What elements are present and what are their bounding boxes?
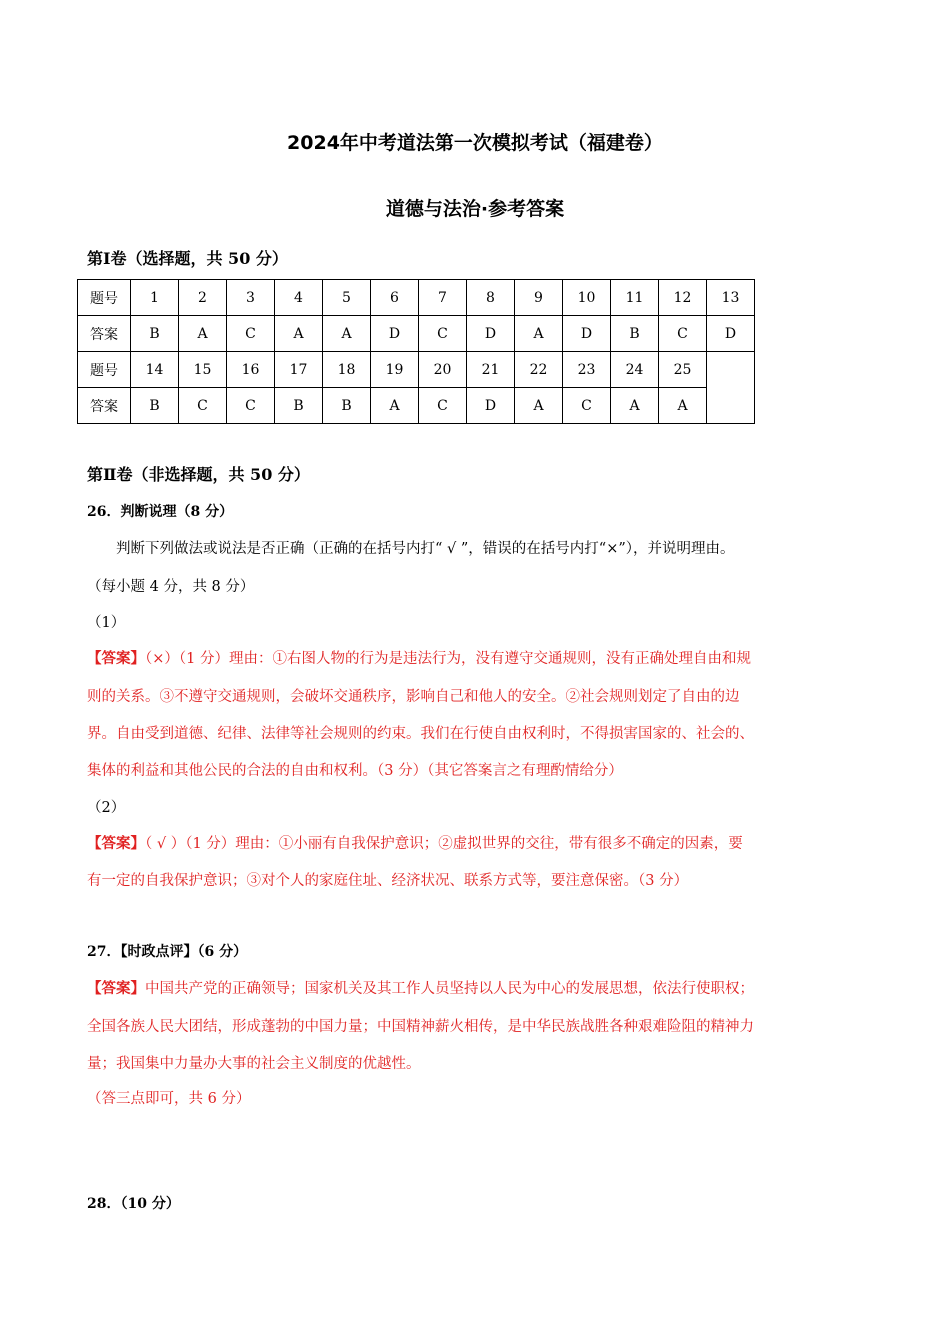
q26-answer1-line: 【答案】（×）（1 分）理由：①右图人物的行为是违法行为，没有遵守交通规则，没有正确处理自由和规 — [87, 650, 751, 667]
table-cell: D — [707, 316, 755, 352]
q28-header: 28．（10 分） — [87, 1196, 180, 1212]
part2-heading: 第Ⅱ卷（非选择题，共 50 分） — [87, 465, 310, 484]
row-label: 答案 — [78, 316, 131, 352]
table-cell: D — [371, 316, 419, 352]
table-cell: 9 — [515, 280, 563, 316]
table-cell: A — [659, 388, 707, 424]
table-cell: B — [275, 388, 323, 424]
table-cell: C — [227, 316, 275, 352]
q27-note: （答三点即可，共 6 分） — [87, 1091, 251, 1107]
table-cell: B — [323, 388, 371, 424]
table-cell: C — [563, 388, 611, 424]
table-cell: D — [467, 316, 515, 352]
table-cell: 11 — [611, 280, 659, 316]
table-cell: 12 — [659, 280, 707, 316]
table-cell: C — [419, 388, 467, 424]
table-cell: 22 — [515, 352, 563, 388]
q27-answer-line: 【答案】中国共产党的正确领导；国家机关及其工作人员坚持以人民为中心的发展思想，依法行使职权； — [87, 980, 754, 997]
table-cell: A — [515, 316, 563, 352]
table-cell: 16 — [227, 352, 275, 388]
table-cell: 1 — [131, 280, 179, 316]
q26-instruction: 判断下列做法或说法是否正确（正确的在括号内打“ √ ”，错误的在括号内打“×”），并说明理由。 — [116, 541, 735, 557]
table-cell: 10 — [563, 280, 611, 316]
table-cell: 18 — [323, 352, 371, 388]
q26-answer2-line: 【答案】（ √ ）（1 分）理由：①小丽有自我保护意识；②虚拟世界的交往，带有很多不确定的因素，要 — [87, 835, 743, 852]
q27-answer-line: 量；我国集中力量办大事的社会主义制度的优越性。 — [87, 1056, 421, 1072]
table-cell: 13 — [707, 280, 755, 316]
table-cell: B — [131, 316, 179, 352]
table-row — [78, 280, 755, 316]
q26-sub2-label: （2） — [87, 800, 126, 816]
table-cell: B — [131, 388, 179, 424]
table-cell: 25 — [659, 352, 707, 388]
q26-scoring: （每小题 4 分，共 8 分） — [87, 579, 255, 595]
table-row — [78, 352, 755, 388]
q26-header: 26．判断说理（8 分） — [87, 504, 234, 520]
table-cell: C — [227, 388, 275, 424]
table-cell: 20 — [419, 352, 467, 388]
table-cell: 15 — [179, 352, 227, 388]
table-cell: A — [179, 316, 227, 352]
row-label: 答案 — [78, 388, 131, 424]
page-title: 2024年中考道法第一次模拟考试（福建卷） — [287, 132, 663, 154]
table-cell: A — [275, 316, 323, 352]
q26-answer1-line: 集体的利益和其他公民的合法的自由和权利。（3 分）（其它答案言之有理酌情给分） — [87, 763, 623, 779]
table-cell: D — [563, 316, 611, 352]
table-cell: C — [659, 316, 707, 352]
answer-tag: 【答案】 — [87, 835, 145, 852]
table-cell: 8 — [467, 280, 515, 316]
table-cell: 14 — [131, 352, 179, 388]
answer-tag: 【答案】 — [87, 980, 145, 997]
table-cell: 23 — [563, 352, 611, 388]
table-cell: C — [179, 388, 227, 424]
q27-header: 27．【时政点评】（6 分） — [87, 944, 248, 960]
row-label: 题号 — [78, 352, 131, 388]
table-cell: A — [515, 388, 563, 424]
table-cell: 2 — [179, 280, 227, 316]
table-row — [78, 316, 755, 352]
table-cell: D — [467, 388, 515, 424]
table-cell: 3 — [227, 280, 275, 316]
empty-cell — [707, 352, 755, 424]
q26-answer2-line: 有一定的自我保护意识；③对个人的家庭住址、经济状况、联系方式等，要注意保密。（3 分） — [87, 873, 689, 889]
table-cell: 19 — [371, 352, 419, 388]
table-cell: 4 — [275, 280, 323, 316]
answer-tag: 【答案】 — [87, 650, 145, 667]
row-label: 题号 — [78, 280, 131, 316]
table-cell: 5 — [323, 280, 371, 316]
table-cell: A — [323, 316, 371, 352]
table-cell: 6 — [371, 280, 419, 316]
page-subtitle: 道德与法治·参考答案 — [385, 198, 565, 220]
table-cell: 21 — [467, 352, 515, 388]
table-cell: B — [611, 316, 659, 352]
table-cell: 24 — [611, 352, 659, 388]
table-cell: A — [611, 388, 659, 424]
table-cell: A — [371, 388, 419, 424]
q27-answer-line: 全国各族人民大团结，形成蓬勃的中国力量；中国精神薪火相传，是中华民族战胜各种艰难险阻的精神力 — [87, 1019, 754, 1035]
q26-answer1-line: 则的关系。③不遵守交通规则，会破坏交通秩序，影响自己和他人的安全。②社会规则划定了自由的边 — [87, 689, 740, 705]
table-row — [78, 388, 755, 424]
table-cell: C — [419, 316, 467, 352]
q26-sub1-label: （1） — [87, 615, 126, 631]
table-cell: 17 — [275, 352, 323, 388]
answer-table — [77, 279, 755, 424]
q26-answer1-line: 界。自由受到道德、纪律、法律等社会规则的约束。我们在行使自由权利时，不得损害国家的、社会的、 — [87, 726, 754, 742]
part1-heading: 第Ⅰ卷（选择题，共 50 分） — [87, 249, 288, 268]
table-cell: 7 — [419, 280, 467, 316]
